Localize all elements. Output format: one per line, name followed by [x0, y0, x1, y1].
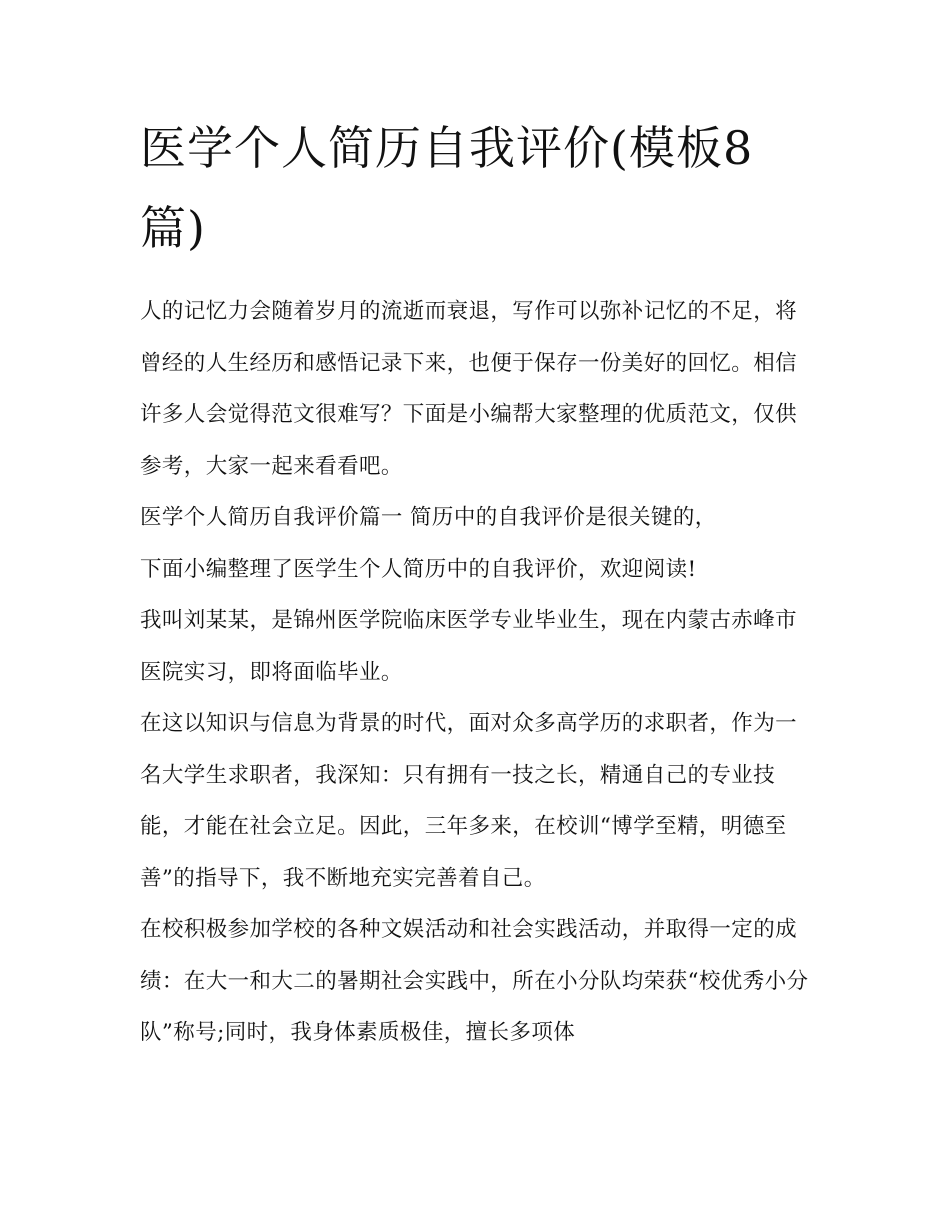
section-heading-paragraph: 医学个人简历自我评价篇一 简历中的自我评价是很关键的， — [140, 505, 717, 530]
activities-paragraph: 在校积极参加学校的各种文娱活动和社会实践活动，并取得一定的成绩：在大一和大二的暑期社会实践中，所在小分队均荣获“校优秀小分队”称号;同时，我身体素质极佳，擅长多项体 — [140, 917, 809, 1045]
self-intro-paragraph: 我叫刘某某，是锦州医学院临床医学专业毕业生，现在内蒙古赤峰市医院实习，即将面临毕业。 — [140, 608, 798, 685]
document-title: 医学个人简历自我评价(模板8篇) — [140, 121, 754, 255]
motivation-paragraph: 在这以知识与信息为背景的时代，面对众多高学历的求职者，作为一名大学生求职者，我深知：只有拥有一技之长，精通自己的专业技能，才能在社会立足。因此，三年多来，在校训“博学至精，明德至善”的指导下，我不断地充实完善着自己。 — [140, 711, 798, 891]
intro-paragraph: 人的记忆力会随着岁月的流逝而衰退，写作可以弥补记忆的不足，将曾经的人生经历和感悟记录下来，也便于保存一份美好的回忆。相信许多人会觉得范文很难写？下面是小编帮大家整理的优质范文，仅供参考，大家一起来看看吧。 — [140, 299, 798, 479]
section-lead-paragraph: 下面小编整理了医学生个人简历中的自我评价，欢迎阅读! — [140, 556, 697, 582]
document-content — [140, 108, 815, 1059]
document-body — [140, 286, 815, 1059]
